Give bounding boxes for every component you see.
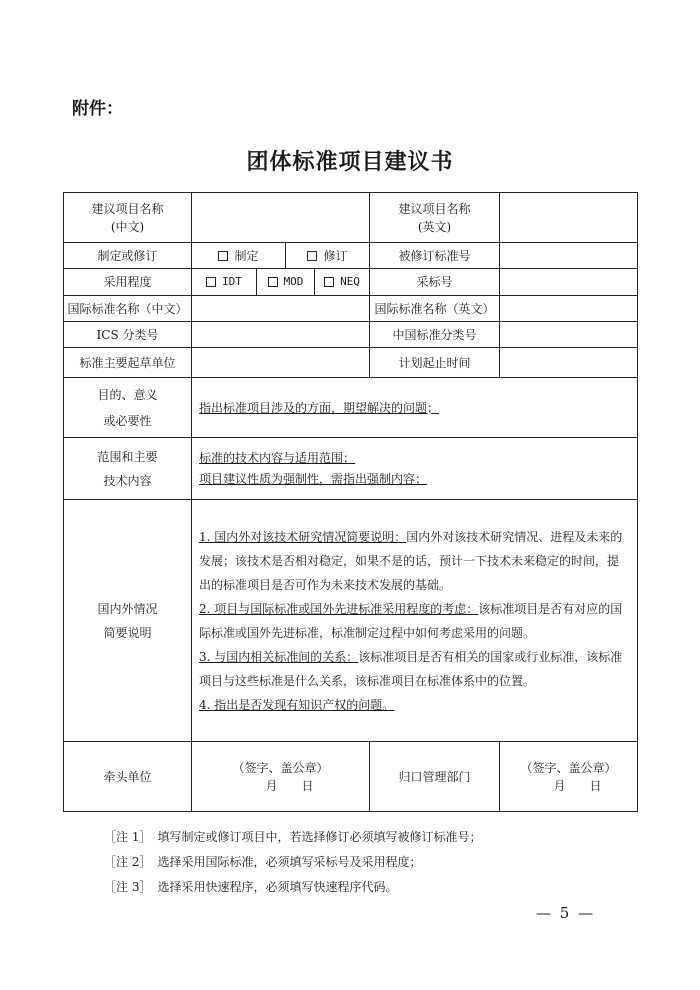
notes: [104, 825, 481, 900]
ics-field[interactable]: [192, 322, 370, 348]
drafter-field[interactable]: [192, 348, 370, 378]
name-cn-field[interactable]: [192, 193, 370, 243]
purpose-hint: 指出标准项目涉及的方面，期望解决的问题；: [199, 400, 440, 415]
scope-field[interactable]: [192, 438, 638, 500]
idt-label: IDT: [222, 275, 242, 288]
name-en-field[interactable]: [500, 193, 638, 243]
formulate-option-label: 制定: [234, 248, 259, 263]
page-number: — 5 —: [536, 904, 596, 922]
intl-cn-label: 国际标准名称（中文）: [64, 296, 192, 322]
page-title: 团体标准项目建议书: [246, 149, 454, 175]
mod-label: MOD: [283, 275, 304, 288]
proposal-form-table: [63, 192, 638, 812]
mgmt-dept-label: 归口管理部门: [370, 742, 500, 812]
status-item-2: 2. 项目与国际标准或国外先进标准采用程度的考虑：该标准项目是否有对应的国际标准或国外先进标准，标准制定过程中如何考虑采用的问题。: [199, 601, 623, 640]
intl-en-label: 国际标准名称（英文）: [370, 296, 500, 322]
mgmt-dept-date: 月 日: [553, 778, 602, 793]
neq-label: NEQ: [340, 275, 360, 288]
purpose-label: 目的、意义 或必要性: [64, 378, 192, 438]
mgmt-dept-sign-hint: （签字、盖公章）: [520, 760, 617, 775]
formulate-option[interactable]: [192, 243, 286, 269]
schedule-field[interactable]: [500, 348, 638, 378]
mod-checkbox[interactable]: [268, 277, 278, 287]
status-field[interactable]: [192, 500, 638, 742]
schedule-label: 计划起止时间: [370, 348, 500, 378]
idt-checkbox[interactable]: [206, 277, 216, 287]
intl-cn-field[interactable]: [192, 296, 370, 322]
formulate-label: 制定或修订: [64, 243, 192, 269]
status-item-1: 1. 国内外对该技术研究情况简要说明：国内外对该技术研究情况、进程及未来的发展；该技术是否相对稳定，如果不是的话，预计一下技术未来稳定的时间，提出的标准项目是否可作为未来技术发展的基础。: [199, 529, 623, 592]
name-en-label: 建议项目名称 (英文): [370, 193, 500, 243]
ccs-label: 中国标准分类号: [370, 322, 500, 348]
drafter-label: 标准主要起草单位: [64, 348, 192, 378]
formulate-checkbox[interactable]: [218, 251, 228, 261]
lead-unit-label: 牵头单位: [64, 742, 192, 812]
name-cn-label: 建议项目名称 (中文): [64, 193, 192, 243]
neq-checkbox[interactable]: [324, 277, 334, 287]
intl-en-field[interactable]: [500, 296, 638, 322]
adopt-no-label: 采标号: [370, 269, 500, 296]
note-1: ［注 1］ 填写制定或修订项目中，若选择修订必须填写被修订标准号；: [104, 830, 482, 844]
revise-option[interactable]: [286, 243, 370, 269]
lead-unit-date: 月 日: [265, 778, 314, 793]
ics-label: ICS 分类号: [64, 322, 192, 348]
status-label: 国内外情况 简要说明: [64, 500, 192, 742]
attachment-label: 附件：: [72, 99, 123, 119]
note-2: ［注 2］ 选择采用国际标准，必须填写采标号及采用程度；: [104, 855, 422, 869]
scope-hint-1: 标准的技术内容与适用范围；: [199, 451, 356, 465]
lead-unit-sign-hint: （签字、盖公章）: [232, 760, 329, 775]
purpose-field[interactable]: [192, 378, 638, 438]
revise-checkbox[interactable]: [307, 251, 317, 261]
idt-option[interactable]: [192, 269, 257, 295]
lead-unit-sign-field[interactable]: [192, 742, 370, 812]
scope-label: 范围和主要 技术内容: [64, 438, 192, 500]
revised-std-field[interactable]: [500, 243, 638, 269]
revise-option-label: 修订: [323, 248, 348, 263]
status-item-4: 4. 指出是否发现有知识产权的问题。: [199, 697, 395, 712]
adopt-label: 采用程度: [64, 269, 192, 296]
revised-std-label: 被修订标准号: [370, 243, 500, 269]
status-item-3: 3. 与国内相关标准间的关系：该标准项目是否有相关的国家或行业标准，该标准项目与这些标准是什么关系，该标准项目在标准体系中的位置。: [199, 649, 623, 688]
ccs-field[interactable]: [500, 322, 638, 348]
adopt-no-field[interactable]: [500, 269, 638, 296]
mgmt-dept-sign-field[interactable]: [500, 742, 638, 812]
scope-hint-2: 项目建议性质为强制性，需指出强制内容；: [199, 472, 428, 486]
neq-option[interactable]: [315, 269, 369, 295]
mod-option[interactable]: [257, 269, 315, 295]
note-3: ［注 3］ 选择采用快速程序，必须填写快速程序代码。: [104, 880, 398, 894]
